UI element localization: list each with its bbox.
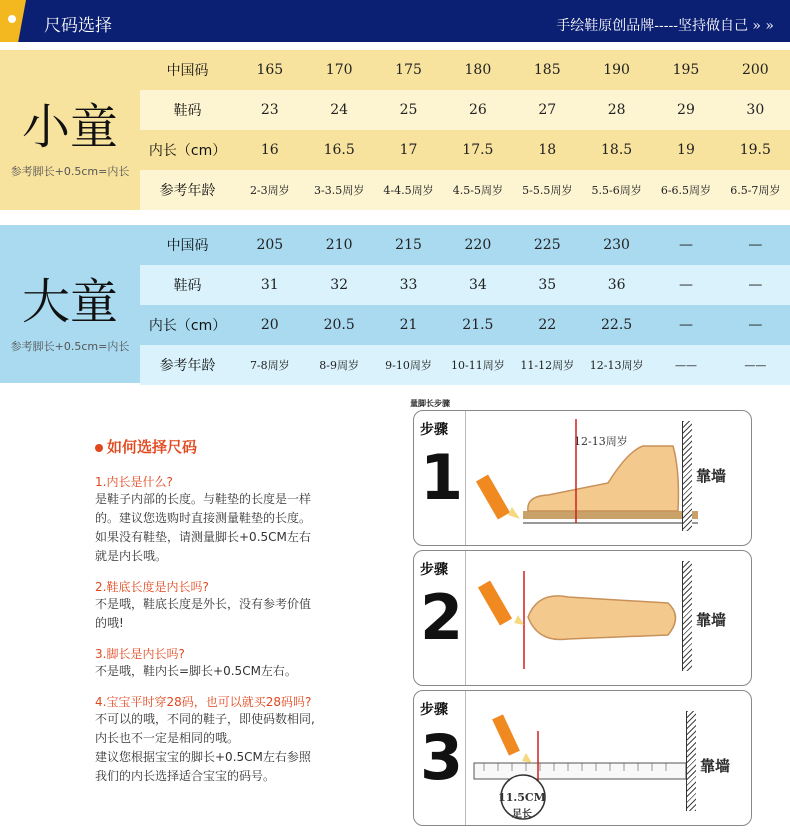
faq-answer-line: 不是哦，鞋底长度是外长，没有参考价值 bbox=[95, 597, 312, 611]
faq-answer-line: 的哦! bbox=[95, 616, 124, 630]
table-cell: — bbox=[748, 277, 763, 293]
table-cell: 17.5 bbox=[462, 142, 494, 158]
table-cell: 36 bbox=[607, 277, 626, 293]
table-cell: 230 bbox=[603, 237, 630, 253]
big-rows bbox=[140, 225, 790, 383]
table-cell: 33 bbox=[399, 277, 418, 293]
table-cell: 8-9周岁 bbox=[319, 359, 360, 372]
table-cell: 21.5 bbox=[462, 317, 494, 333]
table-cell: 18 bbox=[538, 142, 557, 158]
step-3-panel bbox=[413, 690, 752, 826]
row-header: 参考年龄 bbox=[159, 358, 216, 374]
row-header: 内长（cm） bbox=[148, 143, 227, 159]
table-cell: — bbox=[678, 317, 693, 333]
table-cell: 22.5 bbox=[601, 317, 633, 333]
faq-answer-line: 内长也不一定是相同的哦。 bbox=[95, 731, 240, 745]
table-cell: 23 bbox=[260, 102, 279, 118]
table-cell: 175 bbox=[395, 62, 422, 78]
header-dot-icon bbox=[8, 15, 16, 23]
table-row bbox=[140, 90, 790, 130]
table-cell: 18.5 bbox=[601, 142, 633, 158]
faq-answer-line: 不可以的哦，不同的鞋子，即使码数相同, bbox=[95, 712, 315, 726]
table-cell: 190 bbox=[603, 62, 630, 78]
foot-side-illustration bbox=[468, 411, 698, 545]
table-cell: 22 bbox=[538, 317, 557, 333]
table-cell: 11-12周岁 bbox=[520, 359, 575, 372]
step-1-label bbox=[414, 411, 466, 545]
table-cell: 210 bbox=[325, 237, 353, 253]
guide-heading-text: 如何选择尺码 bbox=[107, 438, 198, 456]
table-cell: 7-8周岁 bbox=[249, 359, 290, 372]
header-bar bbox=[0, 0, 790, 42]
small-note: 参考脚长+0.5cm=内长 bbox=[10, 165, 130, 178]
faq-answer-line: 就是内长哦。 bbox=[95, 549, 168, 563]
big-section-label bbox=[0, 225, 140, 383]
measure-value: 11.5CM bbox=[498, 791, 546, 804]
table-cell: 19.5 bbox=[739, 142, 771, 158]
table-row bbox=[140, 225, 790, 265]
faq-answer-line: 是鞋子内部的长度。与鞋垫的长度是一样 bbox=[95, 492, 312, 506]
table-cell: 30 bbox=[746, 102, 765, 118]
row-header: 鞋码 bbox=[173, 103, 202, 119]
faq-answer-line: 的。建议您选购时直接测量鞋垫的长度。 bbox=[95, 511, 312, 525]
faq-answer-line: 不是哦，鞋内长=脚长+0.5CM左右。 bbox=[95, 664, 297, 678]
table-cell: 27 bbox=[538, 102, 557, 118]
table-cell: — bbox=[678, 237, 693, 253]
table-cell: 32 bbox=[330, 277, 349, 293]
table-cell: 12-13周岁 bbox=[589, 359, 644, 372]
table-row bbox=[140, 265, 790, 305]
table-cell: 21 bbox=[399, 317, 418, 333]
big-note: 参考脚长+0.5cm=内长 bbox=[10, 340, 130, 353]
table-cell: 20.5 bbox=[323, 317, 355, 333]
table-cell: —— bbox=[674, 358, 697, 372]
table-cell: 16 bbox=[260, 142, 279, 158]
table-cell: 31 bbox=[260, 277, 279, 293]
row-header: 鞋码 bbox=[173, 278, 202, 294]
small-rows bbox=[140, 50, 790, 210]
table-cell: — bbox=[748, 237, 763, 253]
guide-heading bbox=[95, 436, 345, 457]
faq-question: 4.宝宝平时穿28码，也可以就买28码吗? bbox=[95, 695, 312, 709]
table-cell: 4.5-5周岁 bbox=[452, 184, 503, 197]
table-cell: 3-3.5周岁 bbox=[314, 184, 365, 197]
faq-answer-line: 如果没有鞋垫，请测量脚长+0.5CM左右 bbox=[95, 530, 311, 544]
page-title: 尺码选择 bbox=[44, 16, 112, 36]
brand-slogan: 手绘鞋原创品牌-----坚持做自己 » » bbox=[556, 18, 774, 34]
measure-label: 足长 bbox=[512, 809, 532, 820]
row-header: 中国码 bbox=[166, 238, 209, 254]
table-cell: 205 bbox=[256, 237, 284, 253]
step-number: 3 bbox=[420, 721, 464, 794]
table-cell: 35 bbox=[538, 277, 557, 293]
table-cell: 25 bbox=[399, 102, 418, 118]
table-cell: 29 bbox=[677, 102, 695, 118]
table-cell: 200 bbox=[741, 62, 769, 78]
row-header: 参考年龄 bbox=[159, 183, 216, 199]
step-3-label bbox=[414, 691, 466, 825]
small-title: 小童 bbox=[21, 99, 118, 155]
table-cell: 5.5-6周岁 bbox=[591, 184, 642, 197]
table-cell: 20 bbox=[260, 317, 279, 333]
table-cell: 220 bbox=[464, 237, 492, 253]
table-cell: 26 bbox=[468, 102, 487, 118]
table-cell: 24 bbox=[330, 102, 349, 118]
table-cell: 5-5.5周岁 bbox=[522, 184, 573, 197]
table-cell: 6.5-7周岁 bbox=[730, 184, 781, 197]
table-row bbox=[140, 345, 790, 385]
table-cell: 28 bbox=[607, 102, 626, 118]
small-size-table bbox=[0, 50, 790, 210]
faq-question: 2.鞋底长度是内长吗? bbox=[95, 580, 209, 594]
qa-list bbox=[95, 473, 345, 786]
step-2-panel bbox=[413, 550, 752, 686]
table-cell: 6-6.5周岁 bbox=[660, 184, 712, 197]
wall-icon bbox=[686, 711, 696, 811]
faq-answer-line: 建议您根据宝宝的脚长+0.5CM左右参照 bbox=[95, 750, 311, 764]
table-cell: 185 bbox=[533, 62, 561, 78]
step-label-text: 步骤 bbox=[420, 562, 448, 578]
table-cell: 225 bbox=[533, 237, 561, 253]
table-cell: 19 bbox=[677, 142, 695, 158]
table-cell: 10-11周岁 bbox=[451, 359, 505, 372]
foot-top-illustration bbox=[468, 551, 698, 685]
table-cell: —— bbox=[744, 358, 767, 372]
wall-label: 靠墙 bbox=[696, 611, 727, 629]
bullet-icon bbox=[95, 444, 103, 452]
faq-question: 3.脚长是内长吗? bbox=[95, 647, 185, 661]
table-cell: 170 bbox=[325, 62, 353, 78]
step-1-note: 12-13周岁 bbox=[574, 435, 628, 448]
table-row bbox=[140, 170, 790, 210]
wall-label: 靠墙 bbox=[696, 467, 727, 485]
row-header: 内长（cm） bbox=[148, 318, 227, 334]
table-cell: 16.5 bbox=[323, 142, 355, 158]
table-cell: 9-10周岁 bbox=[385, 359, 432, 372]
table-cell: 34 bbox=[468, 277, 487, 293]
small-section-label bbox=[0, 50, 140, 210]
table-cell: 165 bbox=[256, 62, 284, 78]
table-cell: 215 bbox=[395, 237, 422, 253]
table-cell: 4-4.5周岁 bbox=[383, 184, 434, 197]
big-size-table bbox=[0, 225, 790, 383]
table-row bbox=[140, 130, 790, 170]
table-cell: — bbox=[678, 277, 693, 293]
table-cell: 17 bbox=[399, 142, 418, 158]
step-2-label bbox=[414, 551, 466, 685]
table-row bbox=[140, 305, 790, 345]
faq-answer-line: 我们的内长选择适合宝宝的码号。 bbox=[95, 769, 276, 783]
table-cell: 195 bbox=[672, 62, 700, 78]
size-guide-text bbox=[95, 436, 345, 786]
step-1-panel bbox=[413, 410, 752, 546]
steps-title: 量脚长步骤 bbox=[410, 399, 450, 408]
row-header: 中国码 bbox=[166, 63, 209, 79]
step-number: 2 bbox=[420, 581, 464, 654]
table-row bbox=[140, 50, 790, 90]
wall-icon bbox=[682, 421, 692, 531]
big-title: 大童 bbox=[21, 274, 118, 330]
table-cell: 180 bbox=[464, 62, 492, 78]
table-cell: — bbox=[748, 317, 763, 333]
step-label-text: 步骤 bbox=[420, 422, 448, 438]
wall-label: 靠墙 bbox=[700, 757, 731, 775]
wall-icon bbox=[682, 561, 692, 671]
faq-question: 1.内长是什么? bbox=[95, 475, 173, 489]
table-cell: 2-3周岁 bbox=[249, 184, 290, 197]
step-label-text: 步骤 bbox=[420, 702, 448, 718]
step-number: 1 bbox=[420, 441, 464, 514]
